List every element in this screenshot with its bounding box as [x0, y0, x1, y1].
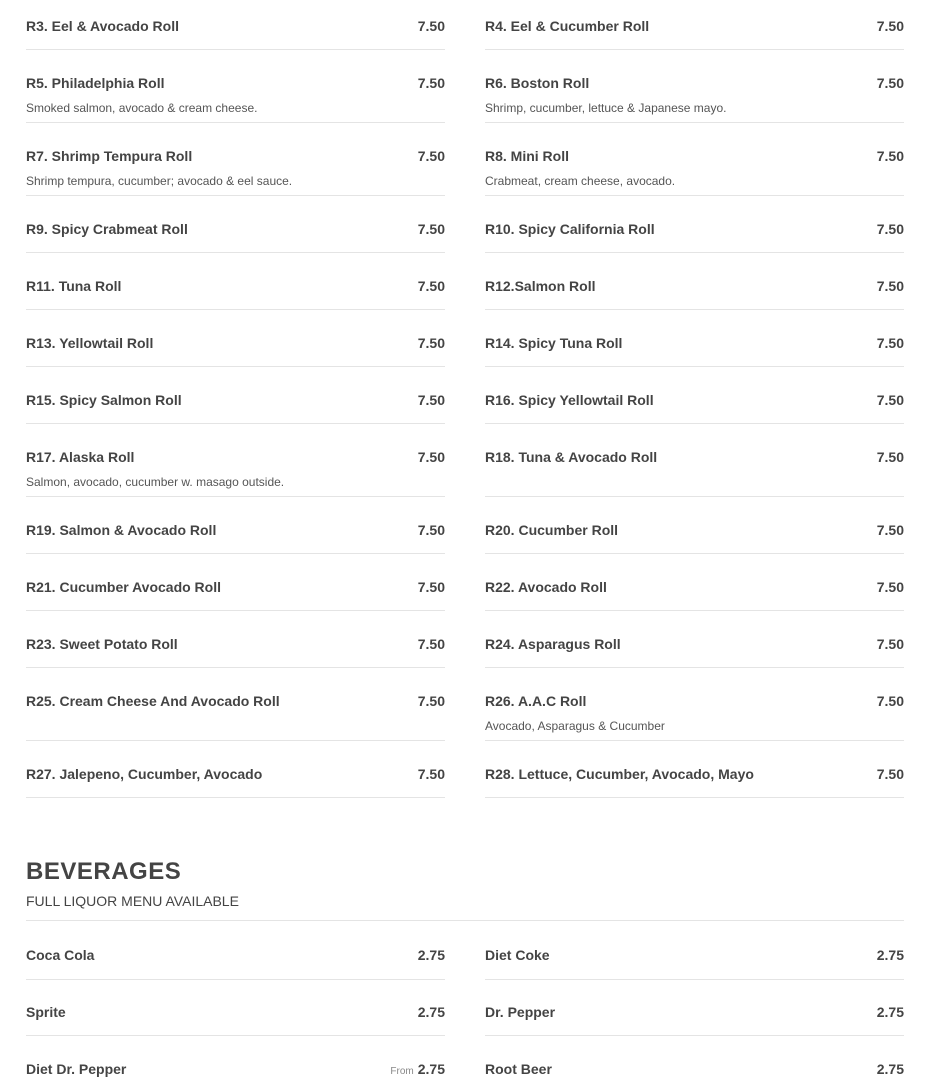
item-description: Salmon, avocado, cucumber w. masago outside. [26, 475, 285, 489]
item-price: 7.50 [417, 335, 445, 351]
item-name: R15. Spicy Salmon Roll [26, 392, 182, 408]
item-price: 7.50 [876, 75, 904, 91]
item-name: R20. Cucumber Roll [485, 522, 619, 538]
section-subtitle: FULL LIQUOR MENU AVAILABLE [26, 893, 239, 909]
item-price: 7.50 [417, 18, 445, 34]
item-name: R17. Alaska Roll [26, 449, 135, 465]
item-name: Root Beer [485, 1061, 552, 1077]
item-description: Smoked salmon, avocado & cream cheese. [26, 101, 258, 115]
menu-item[interactable] [26, 1050, 445, 1083]
item-name: R27. Jalepeno, Cucumber, Avocado [26, 766, 263, 782]
menu-item[interactable] [485, 137, 904, 196]
item-name: R16. Spicy Yellowtail Roll [485, 392, 654, 408]
item-name: R23. Sweet Potato Roll [26, 636, 178, 652]
item-description: Crabmeat, cream cheese, avocado. [485, 174, 676, 188]
item-price: 7.50 [876, 148, 904, 164]
item-price: 2.75 [417, 1004, 445, 1020]
item-name: R5. Philadelphia Roll [26, 75, 165, 91]
item-price: 7.50 [876, 221, 904, 237]
item-price: 7.50 [417, 278, 445, 294]
menu-item[interactable] [26, 7, 445, 50]
item-price [390, 1061, 445, 1077]
menu-item[interactable] [485, 64, 904, 123]
item-description: Shrimp tempura, cucumber; avocado & eel sauce. [26, 174, 293, 188]
price-prefix: From [390, 1066, 414, 1077]
item-name: R3. Eel & Avocado Roll [26, 18, 179, 34]
item-price: 7.50 [876, 278, 904, 294]
menu-item[interactable] [485, 993, 904, 1036]
menu-item[interactable] [485, 936, 904, 980]
item-name: R19. Salmon & Avocado Roll [26, 522, 217, 538]
menu-item[interactable] [26, 993, 445, 1036]
item-price: 7.50 [417, 221, 445, 237]
item-name: R4. Eel & Cucumber Roll [485, 18, 650, 34]
menu-item[interactable] [485, 625, 904, 668]
item-name: R14. Spicy Tuna Roll [485, 335, 623, 351]
item-name: Coca Cola [26, 947, 95, 963]
item-name: R25. Cream Cheese And Avocado Roll [26, 693, 280, 709]
menu-item[interactable] [485, 511, 904, 554]
item-price: 7.50 [876, 636, 904, 652]
item-description: Shrimp, cucumber, lettuce & Japanese mayo. [485, 101, 727, 115]
item-name: R22. Avocado Roll [485, 579, 607, 595]
item-price: 7.50 [876, 392, 904, 408]
item-name: R10. Spicy California Roll [485, 221, 655, 237]
price-value: 2.75 [417, 1061, 445, 1077]
menu-item[interactable] [26, 936, 445, 980]
item-name: R26. A.A.C Roll [485, 693, 587, 709]
menu-item[interactable] [26, 210, 445, 253]
item-name: R13. Yellowtail Roll [26, 335, 154, 351]
menu-item[interactable] [485, 210, 904, 253]
menu-item[interactable] [485, 324, 904, 367]
item-name: Diet Coke [485, 947, 550, 963]
item-name: R12.Salmon Roll [485, 278, 596, 294]
item-name: R8. Mini Roll [485, 148, 569, 164]
item-price: 7.50 [417, 522, 445, 538]
item-price: 7.50 [417, 636, 445, 652]
item-name: R11. Tuna Roll [26, 278, 122, 294]
item-price: 7.50 [417, 392, 445, 408]
menu-item[interactable] [26, 682, 445, 741]
item-name: R7. Shrimp Tempura Roll [26, 148, 193, 164]
menu-item[interactable] [26, 568, 445, 611]
item-price: 2.75 [876, 947, 904, 963]
menu-item[interactable] [485, 1050, 904, 1083]
item-price: 7.50 [417, 449, 445, 465]
item-price: 7.50 [417, 148, 445, 164]
item-price: 7.50 [876, 522, 904, 538]
section-divider [26, 920, 904, 921]
item-price: 7.50 [876, 579, 904, 595]
item-description: Avocado, Asparagus & Cucumber [485, 719, 665, 733]
item-name: R21. Cucumber Avocado Roll [26, 579, 222, 595]
item-name: R24. Asparagus Roll [485, 636, 621, 652]
item-price: 7.50 [876, 766, 904, 782]
item-price: 7.50 [417, 75, 445, 91]
menu-item[interactable] [485, 381, 904, 424]
item-price: 2.75 [417, 947, 445, 963]
item-price: 7.50 [876, 449, 904, 465]
item-name: Diet Dr. Pepper [26, 1061, 127, 1077]
item-price: 7.50 [876, 693, 904, 709]
item-price: 7.50 [417, 766, 445, 782]
item-name: R18. Tuna & Avocado Roll [485, 449, 658, 465]
item-price: 7.50 [876, 335, 904, 351]
item-price: 7.50 [417, 693, 445, 709]
item-price: 2.75 [876, 1061, 904, 1077]
menu-item[interactable] [26, 438, 445, 497]
menu-item[interactable] [26, 625, 445, 668]
menu-item[interactable] [26, 267, 445, 310]
item-name: Sprite [26, 1004, 66, 1020]
menu-item[interactable] [485, 682, 904, 741]
menu-item[interactable] [485, 755, 904, 798]
menu-item[interactable] [485, 568, 904, 611]
item-name: R28. Lettuce, Cucumber, Avocado, Mayo [485, 766, 754, 782]
menu-item[interactable] [26, 137, 445, 196]
item-price: 2.75 [876, 1004, 904, 1020]
item-price: 7.50 [876, 18, 904, 34]
item-name: Dr. Pepper [485, 1004, 556, 1020]
menu-item[interactable] [26, 324, 445, 367]
item-name: R9. Spicy Crabmeat Roll [26, 221, 188, 237]
menu-item[interactable] [26, 755, 445, 798]
menu-item[interactable] [26, 64, 445, 123]
menu-item[interactable] [485, 267, 904, 310]
item-price: 7.50 [417, 579, 445, 595]
menu-item[interactable] [485, 438, 904, 497]
item-name: R6. Boston Roll [485, 75, 590, 91]
menu-item[interactable] [26, 511, 445, 554]
menu-item[interactable] [485, 7, 904, 50]
menu-item[interactable] [26, 381, 445, 424]
section-title: BEVERAGES [26, 858, 182, 885]
